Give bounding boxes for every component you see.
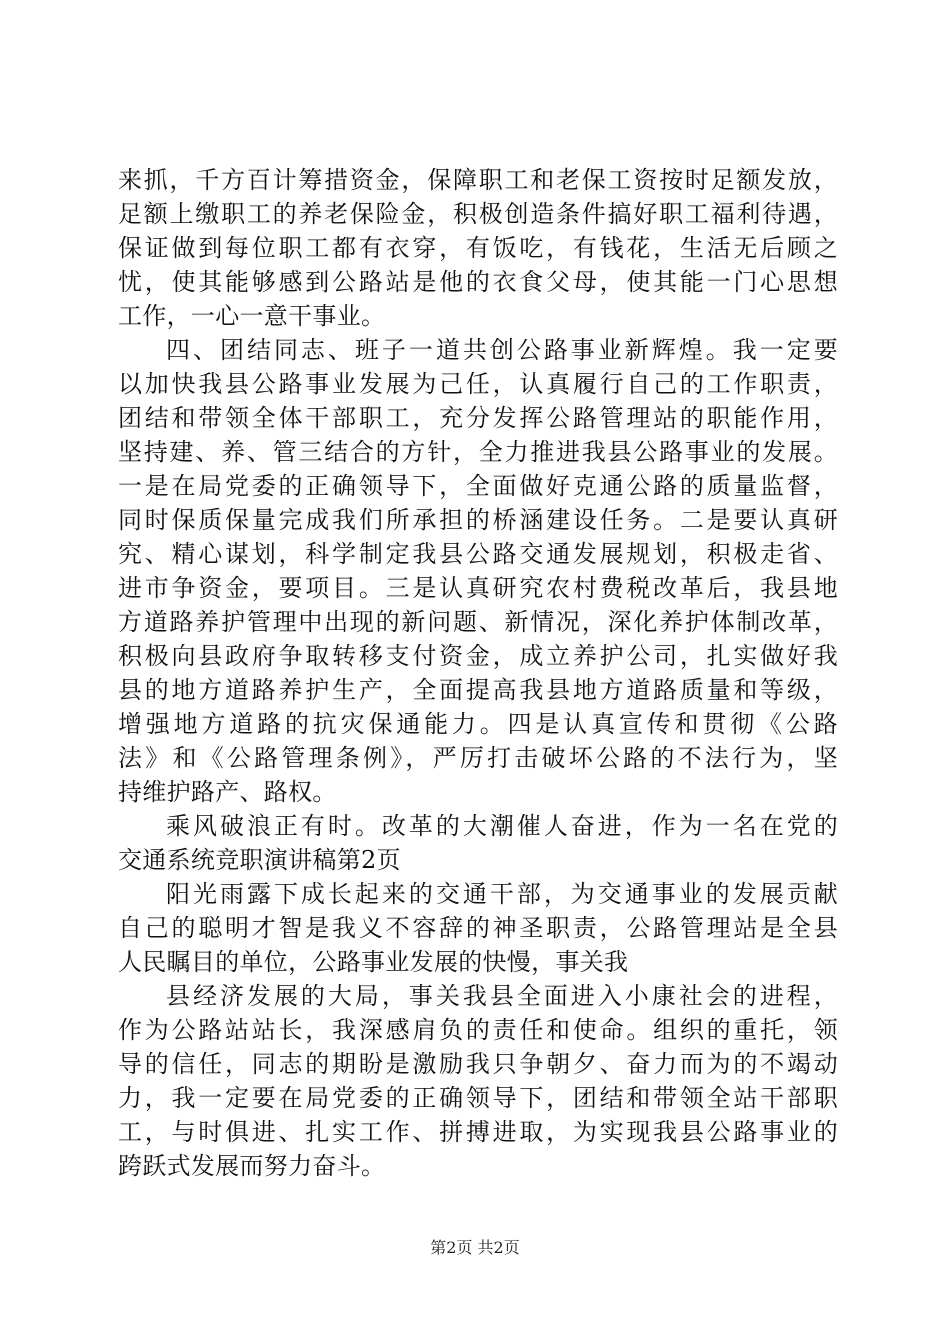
text-line: 县的地方道路养护生产，全面提高我县地方道路质量和等级， bbox=[118, 676, 838, 704]
text-line: 以加快我县公路事业发展为己任，认真履行自己的工作职责， bbox=[118, 370, 838, 398]
text-line: 团结和带领全体干部职工，充分发挥公路管理站的职能作用， bbox=[118, 404, 838, 432]
text-line: 同时保质保量完成我们所承担的桥涵建设任务。二是要认真研 bbox=[118, 506, 838, 534]
document-body bbox=[118, 163, 838, 1183]
text-line: 忧，使其能够感到公路站是他的衣食父母，使其能一门心思想 bbox=[118, 268, 838, 296]
text-line: 人民瞩目的单位，公路事业发展的快慢，事关我 bbox=[118, 948, 629, 976]
text-line: 作为公路站站长，我深感肩负的责任和使命。组织的重托，领 bbox=[118, 1016, 838, 1044]
text-line: 积极向县政府争取转移支付资金，成立养护公司，扎实做好我 bbox=[118, 642, 838, 670]
text-line: 保证做到每位职工都有衣穿，有饭吃，有钱花，生活无后顾之 bbox=[118, 234, 838, 262]
text-line: 一是在局党委的正确领导下，全面做好克通公路的质量监督， bbox=[118, 472, 838, 500]
text-line: 法》和《公路管理条例》，严厉打击破坏公路的不法行为，坚 bbox=[118, 744, 838, 772]
text-line: 跨跃式发展而努力奋斗。 bbox=[118, 1152, 386, 1180]
paragraph-start-line: 县经济发展的大局，事关我县全面进入小康社会的进程， bbox=[166, 982, 838, 1010]
text-line: 自己的聪明才智是我义不容辞的神圣职责，公路管理站是全县 bbox=[118, 914, 838, 942]
page-number-footer: 第2页 共2页 bbox=[430, 1238, 520, 1257]
paragraph-start-line: 乘风破浪正有时。改革的大潮催人奋进，作为一名在党的 bbox=[166, 812, 838, 840]
text-line: 增强地方道路的抗灾保通能力。四是认真宣传和贯彻《公路 bbox=[118, 710, 838, 738]
text-line: 来抓，千方百计筹措资金，保障职工和老保工资按时足额发放， bbox=[118, 166, 838, 194]
text-line: 力，我一定要在局党委的正确领导下，团结和带领全站干部职 bbox=[118, 1084, 838, 1112]
text-line: 坚持建、养、管三结合的方针，全力推进我县公路事业的发展。 bbox=[118, 438, 838, 466]
text-line: 工，与时俱进、扎实工作、拼搏进取，为实现我县公路事业的 bbox=[118, 1118, 838, 1146]
text-line: 工作，一心一意干事业。 bbox=[118, 302, 386, 330]
text-line: 足额上缴职工的养老保险金，积极创造条件搞好职工福利待遇， bbox=[118, 200, 838, 228]
text-line: 究、精心谋划，科学制定我县公路交通发展规划，积极走省、 bbox=[118, 540, 838, 568]
text-line: 导的信任，同志的期盼是激励我只争朝夕、奋力而为的不竭动 bbox=[118, 1050, 838, 1078]
text-line: 持维护路产、路权。 bbox=[118, 778, 337, 806]
text-line: 方道路养护管理中出现的新问题、新情况，深化养护体制改革， bbox=[118, 608, 838, 636]
text-line: 进市争资金，要项目。三是认真研究农村费税改革后，我县地 bbox=[118, 574, 838, 602]
paragraph-start-line: 阳光雨露下成长起来的交通干部，为交通事业的发展贡献 bbox=[166, 880, 838, 908]
text-line: 交通系统竞职演讲稿第2页 bbox=[118, 846, 401, 874]
paragraph-start-line: 四、团结同志、班子一道共创公路事业新辉煌。我一定要 bbox=[166, 336, 838, 364]
